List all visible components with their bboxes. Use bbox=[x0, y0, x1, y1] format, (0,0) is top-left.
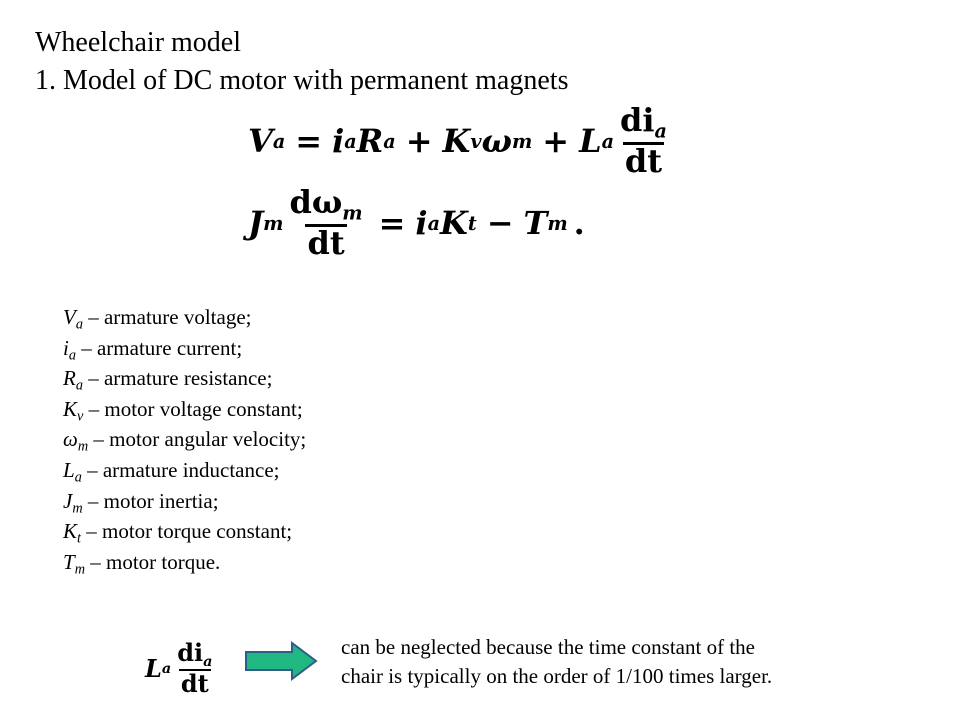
eq2-t1-sub: a bbox=[427, 211, 441, 235]
variable-symbol: R bbox=[63, 366, 76, 391]
eq2-lhs: J bbox=[248, 204, 264, 243]
variable-description: – armature voltage; bbox=[82, 305, 252, 329]
slide-subtitle: 1. Model of DC motor with permanent magnets bbox=[35, 65, 569, 96]
variable-list bbox=[63, 302, 483, 577]
eq1-t2-sub: v bbox=[470, 129, 482, 153]
variable-subscript: t bbox=[77, 530, 81, 547]
variable-item bbox=[63, 302, 483, 333]
eq2-t1b: K bbox=[440, 204, 468, 243]
eq1-frac-num-sub: a bbox=[654, 119, 667, 143]
eq1-lhs-sub: a bbox=[272, 129, 286, 153]
variable-item bbox=[63, 394, 483, 425]
variable-subscript: a bbox=[74, 469, 82, 486]
variable-description: – motor torque constant; bbox=[80, 519, 293, 544]
variable-subscript: v bbox=[77, 408, 84, 425]
torque-equation bbox=[248, 183, 585, 262]
variable-symbol: K bbox=[63, 396, 78, 421]
variable-item bbox=[63, 455, 483, 486]
eq1-plus-1: + bbox=[405, 122, 433, 161]
variable-subscript: a bbox=[75, 316, 83, 333]
eq1-frac-num-text: di bbox=[620, 101, 655, 139]
neglected-frac-num bbox=[175, 640, 214, 669]
variable-item bbox=[63, 363, 483, 394]
variable-symbol: L bbox=[63, 457, 75, 482]
variable-description: – motor torque. bbox=[85, 549, 221, 574]
eq1-t2b: ω bbox=[481, 122, 512, 161]
eq1-t1b: R bbox=[356, 122, 384, 161]
motor-equations bbox=[248, 98, 667, 268]
right-arrow-icon bbox=[244, 641, 318, 681]
eq2-frac-num-text: dω bbox=[289, 183, 343, 221]
eq2-equals: = bbox=[378, 204, 406, 243]
variable-description: – motor inertia; bbox=[82, 488, 219, 513]
eq1-t3-sub: a bbox=[601, 129, 615, 153]
variable-description: – armature current; bbox=[75, 335, 243, 360]
variable-description: – armature resistance; bbox=[82, 366, 273, 391]
variable-description: – motor angular velocity; bbox=[88, 427, 307, 452]
variable-item bbox=[63, 333, 483, 364]
eq1-equals: = bbox=[295, 122, 323, 161]
neglect-line-1: can be neglected because the time constant of the bbox=[341, 635, 755, 659]
variable-symbol: ω bbox=[63, 427, 78, 452]
neglect-line-2: chair is typically on the order of 1/100 times larger. bbox=[341, 664, 773, 688]
variable-subscript: m bbox=[74, 561, 85, 578]
variable-description: – motor voltage constant; bbox=[83, 396, 303, 421]
eq2-frac-den: dt bbox=[307, 223, 345, 262]
eq2-end: . bbox=[573, 204, 585, 243]
variable-item bbox=[63, 547, 483, 578]
eq2-minus: − bbox=[486, 204, 514, 243]
eq1-lhs: V bbox=[248, 122, 273, 161]
variable-symbol: V bbox=[63, 305, 76, 329]
eq1-t2b-sub: m bbox=[511, 129, 533, 153]
neglected-frac-num-sub: a bbox=[203, 653, 213, 671]
eq1-t3: L bbox=[579, 122, 602, 161]
variable-symbol: T bbox=[63, 549, 75, 574]
slide-title: Wheelchair model bbox=[35, 27, 242, 58]
eq1-t1: i bbox=[332, 122, 345, 161]
variable-subscript: m bbox=[72, 499, 83, 516]
eq2-t2: T bbox=[523, 204, 548, 243]
variable-symbol: i bbox=[63, 335, 69, 360]
variable-description: – armature inductance; bbox=[81, 457, 280, 482]
eq1-frac-num bbox=[618, 101, 669, 143]
variable-subscript: a bbox=[68, 346, 76, 363]
eq1-t2: K bbox=[442, 122, 471, 161]
neglected-term bbox=[145, 638, 218, 699]
neglected-fraction bbox=[175, 638, 214, 699]
neglected-frac-num-text: di bbox=[177, 638, 204, 667]
eq2-frac-num-sub: m bbox=[342, 201, 363, 225]
eq2-t2-sub: m bbox=[547, 211, 568, 235]
eq1-t1b-sub: a bbox=[383, 129, 396, 153]
variable-symbol: K bbox=[63, 519, 78, 544]
voltage-equation bbox=[248, 101, 673, 180]
eq2-fraction bbox=[287, 183, 364, 262]
eq2-t1: i bbox=[415, 204, 428, 243]
variable-subscript: a bbox=[75, 377, 83, 394]
neglected-term-l: L bbox=[145, 653, 162, 683]
eq1-t1-sub: a bbox=[344, 129, 357, 153]
eq1-plus-2: + bbox=[542, 122, 570, 161]
eq1-frac-den: dt bbox=[624, 141, 663, 180]
variable-symbol: J bbox=[63, 488, 73, 513]
neglect-explanation bbox=[341, 633, 921, 691]
eq2-lhs-sub: m bbox=[263, 211, 284, 235]
variable-item bbox=[63, 424, 483, 455]
variable-item bbox=[63, 486, 483, 517]
eq2-frac-num bbox=[287, 183, 364, 225]
variable-item bbox=[63, 516, 483, 547]
variable-subscript: m bbox=[77, 438, 89, 455]
neglected-term-sub: a bbox=[161, 659, 172, 677]
eq2-t1b-sub: t bbox=[467, 211, 477, 235]
eq1-fraction bbox=[618, 101, 669, 180]
neglected-frac-den: dt bbox=[180, 669, 209, 699]
